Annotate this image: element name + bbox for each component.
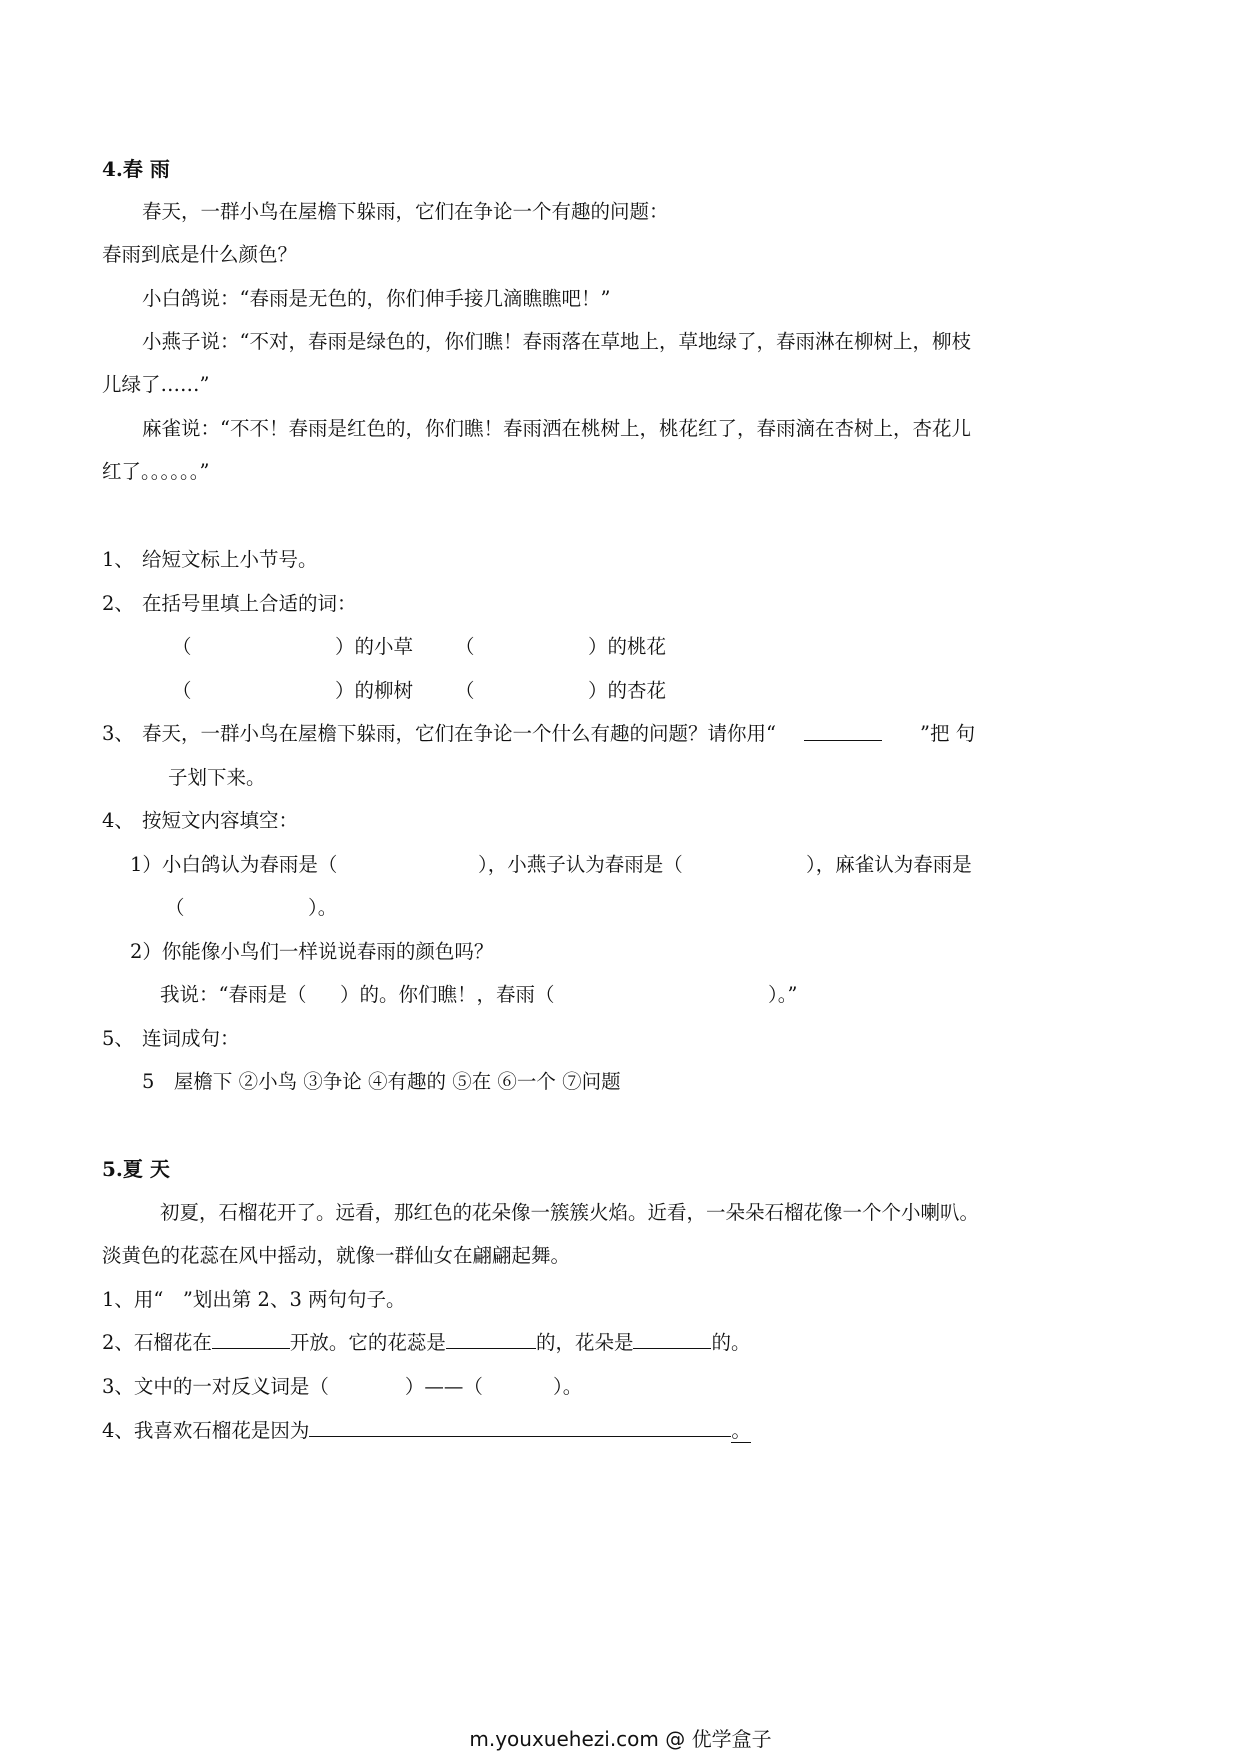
- q2-part-d: 的。: [711, 1331, 751, 1354]
- question-5-text: 连词成句：: [142, 1027, 240, 1050]
- section-5-question-1: 1、用“ ”划出第 2、3 两句句子。: [102, 1288, 406, 1311]
- question-4-sub2: 2）你能像小鸟们一样说说春雨的颜色吗？: [130, 940, 494, 963]
- fill-blank[interactable]: [212, 1330, 290, 1349]
- q2-part-a: 2、石榴花在: [102, 1331, 212, 1354]
- q4-part-a: 4、我喜欢石榴花是因为: [102, 1419, 310, 1442]
- section-5-question-2: [102, 1329, 750, 1357]
- section-4-title: 4.春 雨: [102, 157, 170, 181]
- section-4-paragraph-1: 春天，一群小鸟在屋檐下躲雨，它们在争论一个有趣的问题：: [142, 200, 669, 223]
- footer-watermark: m.youxuehezi.com @ 优学盒子: [469, 1727, 772, 1751]
- question-4-sub1-c: ），麻雀认为春雨是: [806, 853, 972, 876]
- blank-suffix-peach: ）的桃花: [588, 635, 667, 658]
- fill-blank[interactable]: [446, 1330, 536, 1349]
- section-4-paragraph-4: 麻雀说：“不不！春雨是红色的，你们瞧！春雨洒在桃树上，桃花红了，春雨滴在杏树上，杏花儿: [142, 417, 971, 440]
- blank-open-paren: （: [172, 679, 192, 702]
- section-5-question-3: [102, 1373, 582, 1401]
- section-4-paragraph-3: 小燕子说：“不对，春雨是绿色的，你们瞧！春雨落在草地上，草地绿了，春雨淋在柳树上，柳枝: [142, 330, 971, 353]
- question-4-text: 按短文内容填空：: [142, 809, 299, 832]
- blank-suffix-willow: ）的柳树: [335, 679, 414, 702]
- question-1-text: 给短文标上小节号。: [142, 548, 318, 571]
- question-4-sub2-c: ）。”: [768, 983, 798, 1006]
- q4-part-b: 。: [731, 1419, 751, 1442]
- question-3-text-end: ”把 句: [920, 722, 976, 745]
- section-5-paragraph-cont: 淡黄色的花蕊在风中摇动，就像一群仙女在翩翩起舞。: [102, 1244, 571, 1267]
- question-3-number: 3、: [102, 722, 134, 745]
- section-4-paragraph-3-cont: 儿绿了……”: [102, 373, 210, 396]
- section-4-paragraph-2: 小白鸽说：“春雨是无色的，你们伸手接几滴瞧瞧吧！”: [142, 287, 611, 310]
- question-4-sub2-a: 我说：“春雨是（: [160, 983, 307, 1006]
- section-5-paragraph: 初夏，石榴花开了。远看，那红色的花朵像一簇簇火焰。近看，一朵朵石榴花像一个个小喇叭。: [160, 1201, 980, 1224]
- question-2-text: 在括号里填上合适的词：: [142, 592, 357, 615]
- question-4-number: 4、: [102, 809, 134, 832]
- underline-sample: [804, 720, 882, 748]
- blank-open-paren: （: [455, 679, 475, 702]
- question-4-sub1-a: 1）小白鸽认为春雨是（: [130, 853, 338, 876]
- question-1-number: 1、: [102, 548, 134, 571]
- q2-part-c: 的，花朵是: [535, 1331, 634, 1354]
- section-5-title: 5.夏 天: [102, 1157, 170, 1181]
- question-4-sub1-b: ），小燕子认为春雨是（: [478, 853, 683, 876]
- q3-part-a: 3、文中的一对反义词是（: [102, 1375, 329, 1398]
- q2-part-b: 开放。它的花蕊是: [289, 1331, 446, 1354]
- blank-open-paren: （: [455, 635, 475, 658]
- blank-open-paren: （: [172, 635, 192, 658]
- question-5-number: 5、: [102, 1027, 134, 1050]
- blank-suffix-grass: ）的小草: [335, 635, 414, 658]
- fill-blank[interactable]: [633, 1330, 711, 1349]
- blank-suffix-apricot: ）的杏花: [588, 679, 667, 702]
- section-4-paragraph-1-cont: 春雨到底是什么颜色？: [102, 243, 298, 266]
- question-2-number: 2、: [102, 592, 134, 615]
- q3-part-c: ）。: [552, 1375, 583, 1398]
- question-4-sub1-e: ）。: [308, 896, 338, 919]
- question-4-sub2-b: ）的。你们瞧！，春雨（: [340, 983, 555, 1006]
- question-3-text-cont: 子划下来。: [168, 766, 266, 789]
- section-5-question-4: [102, 1417, 751, 1445]
- q3-part-b: ）——（: [404, 1375, 483, 1398]
- question-3-text: 春天，一群小鸟在屋檐下躲雨，它们在争论一个什么有趣的问题？请你用“: [142, 722, 776, 745]
- fill-blank[interactable]: [309, 1418, 731, 1437]
- section-4-paragraph-4-cont: 红了。。。。。。”: [102, 460, 210, 483]
- question-4-sub1-d: （: [165, 896, 185, 919]
- question-5-words: 5 屋檐下 ②小鸟 ③争论 ④有趣的 ⑤在 ⑥一个 ⑦问题: [142, 1070, 621, 1093]
